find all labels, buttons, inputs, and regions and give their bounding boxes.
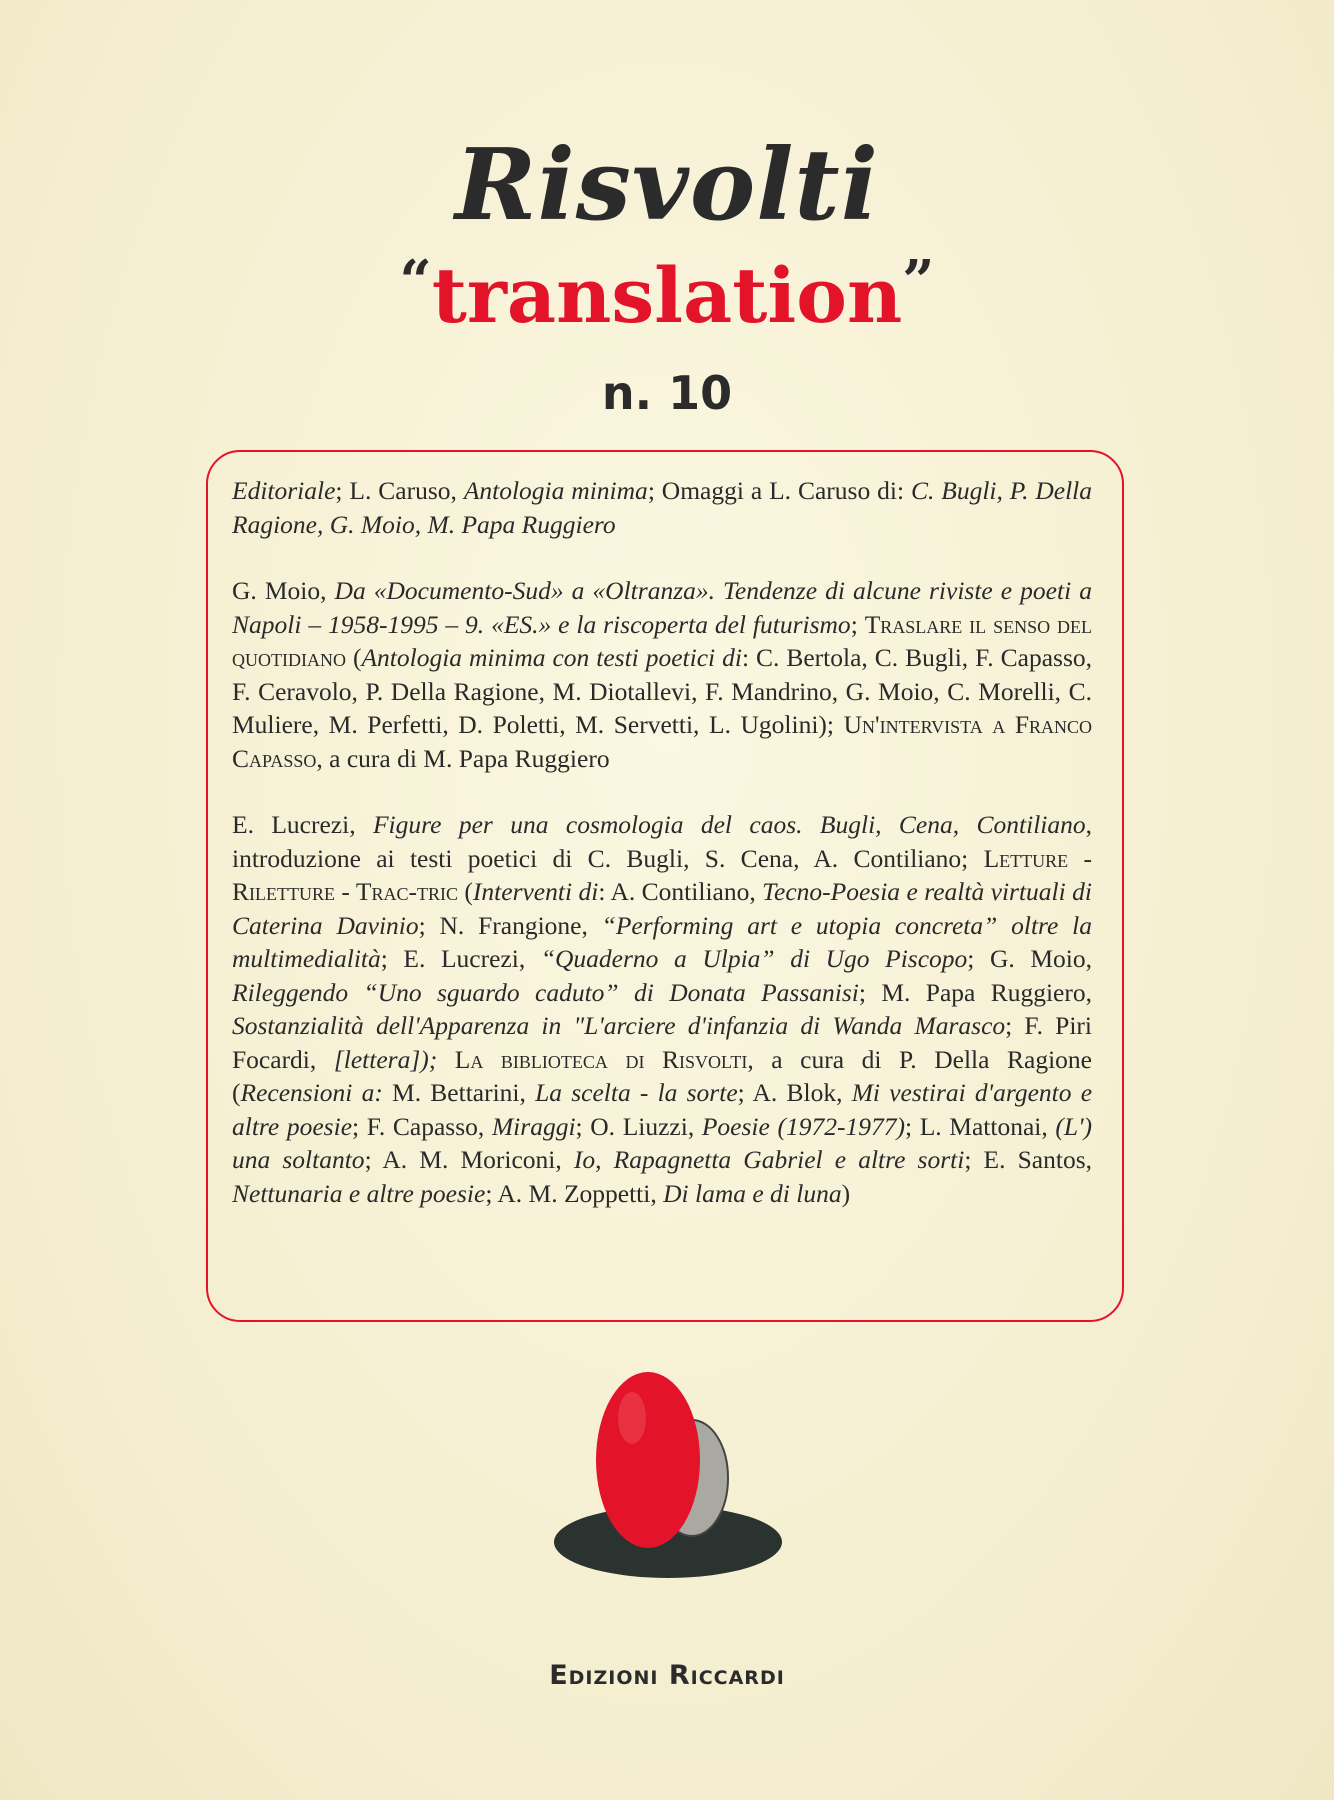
contents-text: ; O. Liuzzi, [575,1111,702,1141]
italic-title-text: C. Bugli, P. Della Ragione, G. Moio, M. Papa Ruggiero [232,476,1093,539]
contents-text: M. Bettarini, [382,1078,536,1107]
italic-title-text: Figure per una cosmologia del caos. Bugli, Cena, Contiliano [372,810,1086,839]
issue-theme-text: translation [431,251,903,340]
italic-title-text: Sostanzialità dell'Apparenza in "L'arciere d'infanzia di Wanda Marasco [232,1011,1006,1040]
italic-title-text: Antologia minima [463,476,648,505]
contents-text: ( [345,643,362,672]
contents-text: ; F. Piri Focardi, [232,1011,1092,1074]
journal-title: Risvolti [455,128,879,243]
contents-text: ; A. M. Moriconi, [364,1145,574,1174]
section-heading-text: Letture - Riletture - Trac-tric [232,843,1092,906]
contents-text: ; M. Papa Ruggiero, [858,977,1092,1007]
contents-text: ; L. Caruso, [335,476,464,505]
italic-title-text: “Performing art e utopia concreta” oltre la multimedialità [232,910,1092,973]
contents-text: ; G. Moio, [967,944,1092,973]
italic-title-text: [lettera]); [333,1044,455,1074]
italic-title-text: Di lama e di luna [663,1178,842,1208]
italic-title-text: Rileggendo “Uno sguardo caduto” di Donata Passanisi [232,977,859,1007]
contents-text: ; F. Capasso, [352,1111,492,1141]
table-of-contents [206,450,1124,1322]
section-heading-text: La biblioteca di Risvolti [454,1044,748,1074]
italic-title-text: Recensioni a: [240,1078,383,1107]
italic-title-text: Interventi di [472,877,599,906]
italic-title-text: Antologia minima con testi poetici di [361,643,742,672]
issue-theme [0,248,1334,340]
contents-text: ; Omaggi a L. Caruso di: [647,476,911,505]
contents-text: , a cura di P. Della Ragione ( [232,1044,1092,1107]
italic-title-text: Da «Documento-Sud» a «Oltranza». Tendenze di alcune riviste e poeti a Napoli – 1958-1995 – 9. «ES.» e la riscoperta del futurismo [232,576,1092,639]
italic-title-text: Editoriale [232,476,336,505]
italic-title-text: Miraggi [491,1111,576,1141]
contents-text: , a cura di M. Papa Ruggiero [316,743,610,773]
contents-text: ; E. Santos, [964,1145,1093,1174]
contents-text: ; [850,609,865,639]
italic-title-text: La scelta - la sorte [535,1078,738,1107]
publisher-logo-icon [550,1360,790,1590]
contents-text: ; A. M. Zoppetti, [485,1178,664,1208]
section-heading-text: Un'intervista a Franco Capasso [232,710,1093,773]
italic-title-text: Nettunaria e altre poesie [232,1178,486,1208]
italic-title-text: “Quaderno a Ulpia” di Ugo Piscopo [540,944,968,973]
contents-text: , introduzione ai testi poetici di C. Bugli, S. Cena, A. Contiliano; [232,810,1092,873]
contents-text: : A. Contiliano, [598,877,763,906]
italic-title-text: Poesie (1972-1977) [701,1111,905,1141]
contents-text: ( [457,877,473,906]
italic-title-text: Tecno-Poesia e realtà virtuali di Caterina Davinio [232,877,1093,940]
section-heading-text: Traslare il senso del quotidiano [232,609,1092,672]
italic-title-text: Mi vestirai d'argento e altre poesie [232,1078,1093,1141]
contents-text: ; E. Lucrezi, [380,944,541,973]
contents-paragraph-3 [232,808,1092,1210]
contents-text: ; A. Blok, [737,1078,852,1107]
open-quote: “ [399,248,432,314]
contents-text: ) [841,1178,851,1208]
contents-paragraph-1 [232,474,1092,541]
contents-text: : C. Bertola, C. Bugli, F. Capasso, F. Ceravolo, P. Della Ragione, M. Diotallevi, F. Mandrino, G. Moio, C. Morelli, C. Muliere, M. Perfetti, D. Poletti, M. Servetti, L. Ugolini); [232,643,1092,739]
contents-paragraph-2 [232,574,1092,775]
italic-title-text: (L') una soltanto [232,1111,1093,1174]
issue-number: n. 10 [601,366,733,420]
publisher-name: Edizioni Riccardi [549,1660,785,1691]
contents-text: E. Lucrezi, [232,810,373,839]
close-quote: ” [902,248,935,314]
italic-title-text: Io, Rapagnetta Gabriel e altre sorti [573,1145,965,1174]
contents-text: ; L. Mattonai, [904,1111,1056,1141]
contents-text: G. Moio, [232,576,335,605]
contents-text: ; N. Frangione, [418,910,602,940]
